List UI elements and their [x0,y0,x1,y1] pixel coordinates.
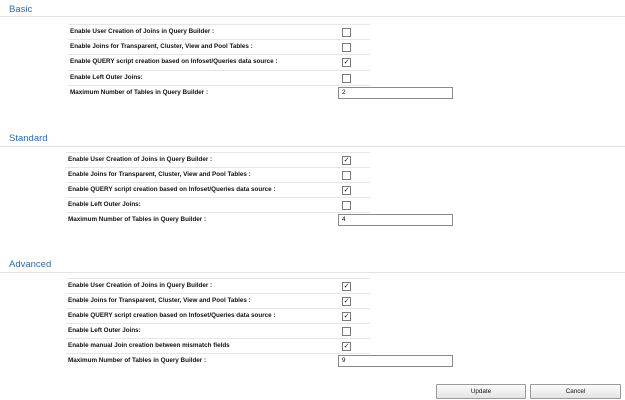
setting-checkbox[interactable]: ✓ [343,342,350,350]
setting-label: Maximum Number of Tables in Query Builder : [70,89,209,96]
advanced-setting-row [66,278,370,293]
cancel-button[interactable]: Cancel [530,384,621,399]
setting-checkbox[interactable]: ✓ [343,282,350,290]
setting-label: Maximum Number of Tables in Query Builder : [68,216,207,223]
setting-checkbox[interactable]: ✓ [343,186,350,194]
setting-label: Enable QUERY script creation based on Infoset/Queries data source : [68,312,276,319]
basic-setting-row [68,24,370,39]
max-tables-input[interactable]: 2 [338,87,453,99]
setting-label: Enable User Creation of Joins in Query Builder : [70,28,215,35]
setting-checkbox[interactable] [342,327,351,336]
advanced-setting-row [66,308,370,323]
setting-checkbox[interactable] [342,28,351,37]
standard-setting-row [66,167,370,182]
advanced-section-title: Advanced [9,259,52,270]
setting-label: Enable User Creation of Joins in Query Builder : [68,156,213,163]
max-tables-input[interactable]: 9 [338,355,453,367]
setting-label: Enable Left Outer Joins: [68,201,141,208]
setting-label: Enable QUERY script creation based on Infoset/Queries data source : [70,58,278,65]
basic-section-title: Basic [9,4,33,15]
standard-section-divider [0,146,625,147]
setting-label: Enable Joins for Transparent, Cluster, View and Pool Tables : [70,43,253,50]
basic-setting-row [68,54,370,69]
advanced-setting-row [66,323,370,338]
advanced-section-divider [0,272,625,273]
standard-setting-row [66,197,370,212]
setting-label: Maximum Number of Tables in Query Builder : [68,357,207,364]
setting-label: Enable manual Join creation between mismatch fields [68,342,230,349]
setting-checkbox[interactable] [342,74,351,83]
setting-checkbox[interactable]: ✓ [343,312,350,320]
standard-section-title: Standard [9,133,48,144]
setting-checkbox[interactable]: ✓ [343,297,350,305]
max-tables-input[interactable]: 4 [338,214,453,226]
advanced-setting-row [66,293,370,308]
advanced-setting-row [66,353,370,368]
setting-checkbox[interactable]: ✓ [343,156,350,164]
setting-label: Enable Joins for Transparent, Cluster, View and Pool Tables : [68,297,251,304]
setting-label: Enable Left Outer Joins: [70,74,143,81]
setting-label: Enable QUERY script creation based on Infoset/Queries data source : [68,186,276,193]
standard-setting-row [66,152,370,167]
advanced-setting-row [66,338,370,353]
setting-checkbox[interactable]: ✓ [343,58,350,66]
standard-setting-row [66,182,370,197]
basic-setting-row [68,70,370,85]
standard-setting-row [66,212,370,227]
basic-setting-row [68,39,370,54]
setting-label: Enable Left Outer Joins: [68,327,141,334]
setting-label: Enable User Creation of Joins in Query Builder : [68,282,213,289]
setting-checkbox[interactable] [342,171,351,180]
setting-checkbox[interactable] [342,43,351,52]
update-button[interactable]: Update [436,384,526,399]
setting-label: Enable Joins for Transparent, Cluster, View and Pool Tables : [68,171,251,178]
basic-setting-row [68,85,370,100]
setting-checkbox[interactable] [342,201,351,210]
basic-section-divider [0,16,625,17]
